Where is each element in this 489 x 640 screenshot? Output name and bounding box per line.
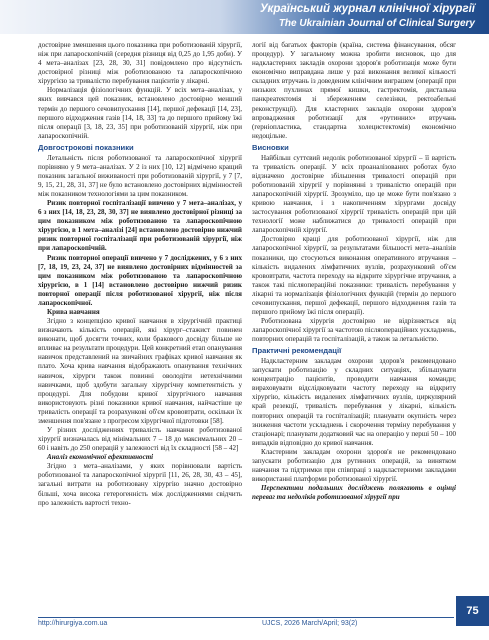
paragraph: Летальність після роботизованої та лапароскопічної хірургії порівняно у 9 мета–аналізах. У 2 із них [10, 12] відмічено кращий показник загальної виживаності при роботизованій хірургії, у 7 [7, 9, 15, 21, 28, 31, 37] не було встановлено достовірних відмінностей між показником технологіями за цим показником. — [38, 153, 242, 198]
paragraph: Роботизована хірургія достовірно не відрізняється від лапароскопічної хірургії за частотою післяопераційних ускладнень, повторних операцій та госпіталізацій, а також за летальністю. — [252, 317, 456, 344]
journal-title-en: The Ukrainian Journal of Clinical Surgery — [278, 18, 475, 29]
paragraph: Кластерним закладам охорони здоров'я не рекомендовано запускати роботизацію для рутинних операцій, за винятком навчання та підтримки при співпраці з надкластерними закладами використанні платформи роботизованої хірургії. — [252, 447, 456, 484]
paragraph: достовірне зменшення цього показника при роботизованій хірургії, ніж при лапароскопічній (середня різниця від 0,25 до 1,95 доби). У 4 мета–аналізах [23, 28, 30, 31] повідомлено про відсутність достовірної різниці між роботизованою та лапароскопічною хірургією за тривалістю перебування пацієнтів у лікарні. — [38, 41, 242, 86]
paragraph: У різних дослідженнях тривалість навчання роботизованої хірургії визначалась від мінімальних 7 – 18 до максимальних 20 – 60 і навіть до 250 операцій у залежності від їх складності [58 – 42] — [38, 425, 242, 453]
journal-title-ua: Український журнал клінічної хірургії — [260, 3, 475, 15]
section-heading: Практичні рекомендації — [252, 346, 342, 356]
page-number-badge: 75 — [456, 596, 489, 626]
subsection-paragraph: Перспективи подальших досліджень полягають в оцінці переваг та недоліків роботизованої хірургії при — [252, 484, 456, 502]
paragraph: Надкластерним закладам охорони здоров'я рекомендовано запускати роботизацію у складних ситуаціях, збільшувати концентрацію пацієнтів, проводити навчання команди; вираховувати відслідковувати частоту переходу на відкриту хірургію, кількість видалених лімфатичних вузлів, циркулярний край резекції, тривалість перебування у лікарні, кількість повторних операцій та госпіталізацій; планувати окупність через зниження частоти ускладнень і скорочення терміну перебування у стаціонарі; планувати додатковий час на операцію у перші 50 – 100 випадків відповідно до кривої навчання. — [252, 357, 456, 447]
paragraph: Найбільш суттєвий недолік роботизованої хірургії – її вартість та тривалість операції. У всіх проаналізованих роботах було відзначено достовірне збільшення тривалості операцій при роботизованій хірургії у порівнянні з тривалістю операцій при лапароскопічній хірургії. Зрозуміло, що це може бути пов'язано з кривою навчання, і з накопиченням хірургами досвіду застосування роботизованої хірургії тривалість операцій при цій технології може наближатися до тривалості операцій при лапароскопічній хірургії. — [252, 153, 456, 235]
subsection-paragraph: Ризик повторної госпіталізації вивчено у 7 мета–аналізах, у 6 з них [14, 18, 23, 28, 30, 37] не виявлено достовірної різниці за цим показником між роботизованою та лапароскопічною хірургією, в 1 мета–аналізі [24] встановлено достовірно нижчий ризик повторної госпіталізації при роботизованій хірургії, ніж при лапароскопічній. — [38, 199, 242, 253]
footer-url-link[interactable]: http://hirurgiya.com.ua — [38, 620, 108, 627]
right-column — [252, 41, 456, 502]
paragraph: Достовірно кращі для роботизованої хірургії, ніж для лапароскопічної хірургії, за результатами більшості мета–аналізів показники, що стосуються виконання оперативного втручання – кількість видалених лімфатичних вузлів, розрахунковий об'єм крововтрати, частота переходу на відкрите хірургічне втручання, а також такі післяопераційні показники: тривалість перебування у лікарні та нормалізація фізіологічних функцій (термін до першого сечовипускання, першої дефекації, першого відходження газів та першого прийому їжі після операції). — [252, 235, 456, 316]
subsection-paragraph: Ризик повторної операції вивчено у 7 досліджених, у 6 з них [7, 18, 19, 23, 24, 37] не виявлено достовірних відмінностей за цим показником між роботизованою та лапароскопічною хірургією, в 1 [14] встановлено достовірно нижчий ризик повторної операції після роботизованої хірургії, ніж після лапароскопічної. — [38, 253, 242, 307]
footer-divider — [38, 617, 454, 618]
subsection-paragraph: Крива навчання — [47, 307, 100, 316]
section-heading: Висновки — [252, 142, 289, 152]
footer-citation: UJCS, 2026 March/April; 93(2) — [262, 620, 358, 627]
journal-header — [0, 0, 489, 34]
paragraph: Згідно з концепцією кривої навчання в хірургічній практиці визначають кількість операцій, які хірург–стажист повинен виконати, щоб досягти точних, коли бракового досвіду більше не впливає на результати процедури. Цей конкретний етап опанування навичок представлений на звичайних графіках кривої навчання як плато. Хоча крива навчання відображають опанування технічних навичок, хірурги також повинні оволодіти нетехнічними навичками, щоб здобути загальну хірургічну компетентність у процедурі. Для побудови кривої хірургічного навчання використовують різні показники кривої навчання, найчастіше це тривалість операції та розрахункові об'єм крововтрати, оскільки їх зменшення пов'язане з прогресом хірургічної підготовки [58]. — [38, 317, 242, 425]
subsection-paragraph: Аналіз економічної ефективності — [47, 453, 154, 462]
paragraph: Нормалізація фізіологічних функцій. У всіх мета–аналізах, у яких вивчався цей показник, встановлено достовірно менший термін до першого сечовипускання [14], першої дефекації [14, 23], першого відходження газів [14, 18, 33] та до першого прийому їжі після операції [3, 18, 23, 35] при роботизованій хірургії, ніж при лапароскопічній. — [38, 86, 242, 140]
left-column — [38, 41, 242, 508]
section-heading: Довгострокові показники — [38, 142, 134, 152]
paragraph: Згідно з мета–аналізами, у яких порівнювали вартість роботизованої та лапароскопічної хірургії [11, 26, 28, 30, 43 – 45], загальні витрати на роботизовану хірургію значно достовірно більші, хоча висока гетерогенність між дослідженнями свідчить про залежність вартості техно- — [38, 462, 242, 507]
paragraph: логії від багатьох факторів (країна, система фінансування, обсяг процедур). У загальному можна зробити висновок, що для надкластерних закладів охорони здоров'я роботизація може бути економічно виправдана лише у разі виконання великої кількості складних втручань із доведеним клінічним виграшем (операції при низьких пухлинах прямої кишки, гастректомія, дистальна панкреатектомія зі збереженням селезінки, ректоабельні реконструкції). Для кластерних закладів охорони здоров'я впровадження роботизації для «рутинних» втручань (герніопластика, стандартна холецистектомія) економічно недоцільне. — [252, 41, 456, 140]
